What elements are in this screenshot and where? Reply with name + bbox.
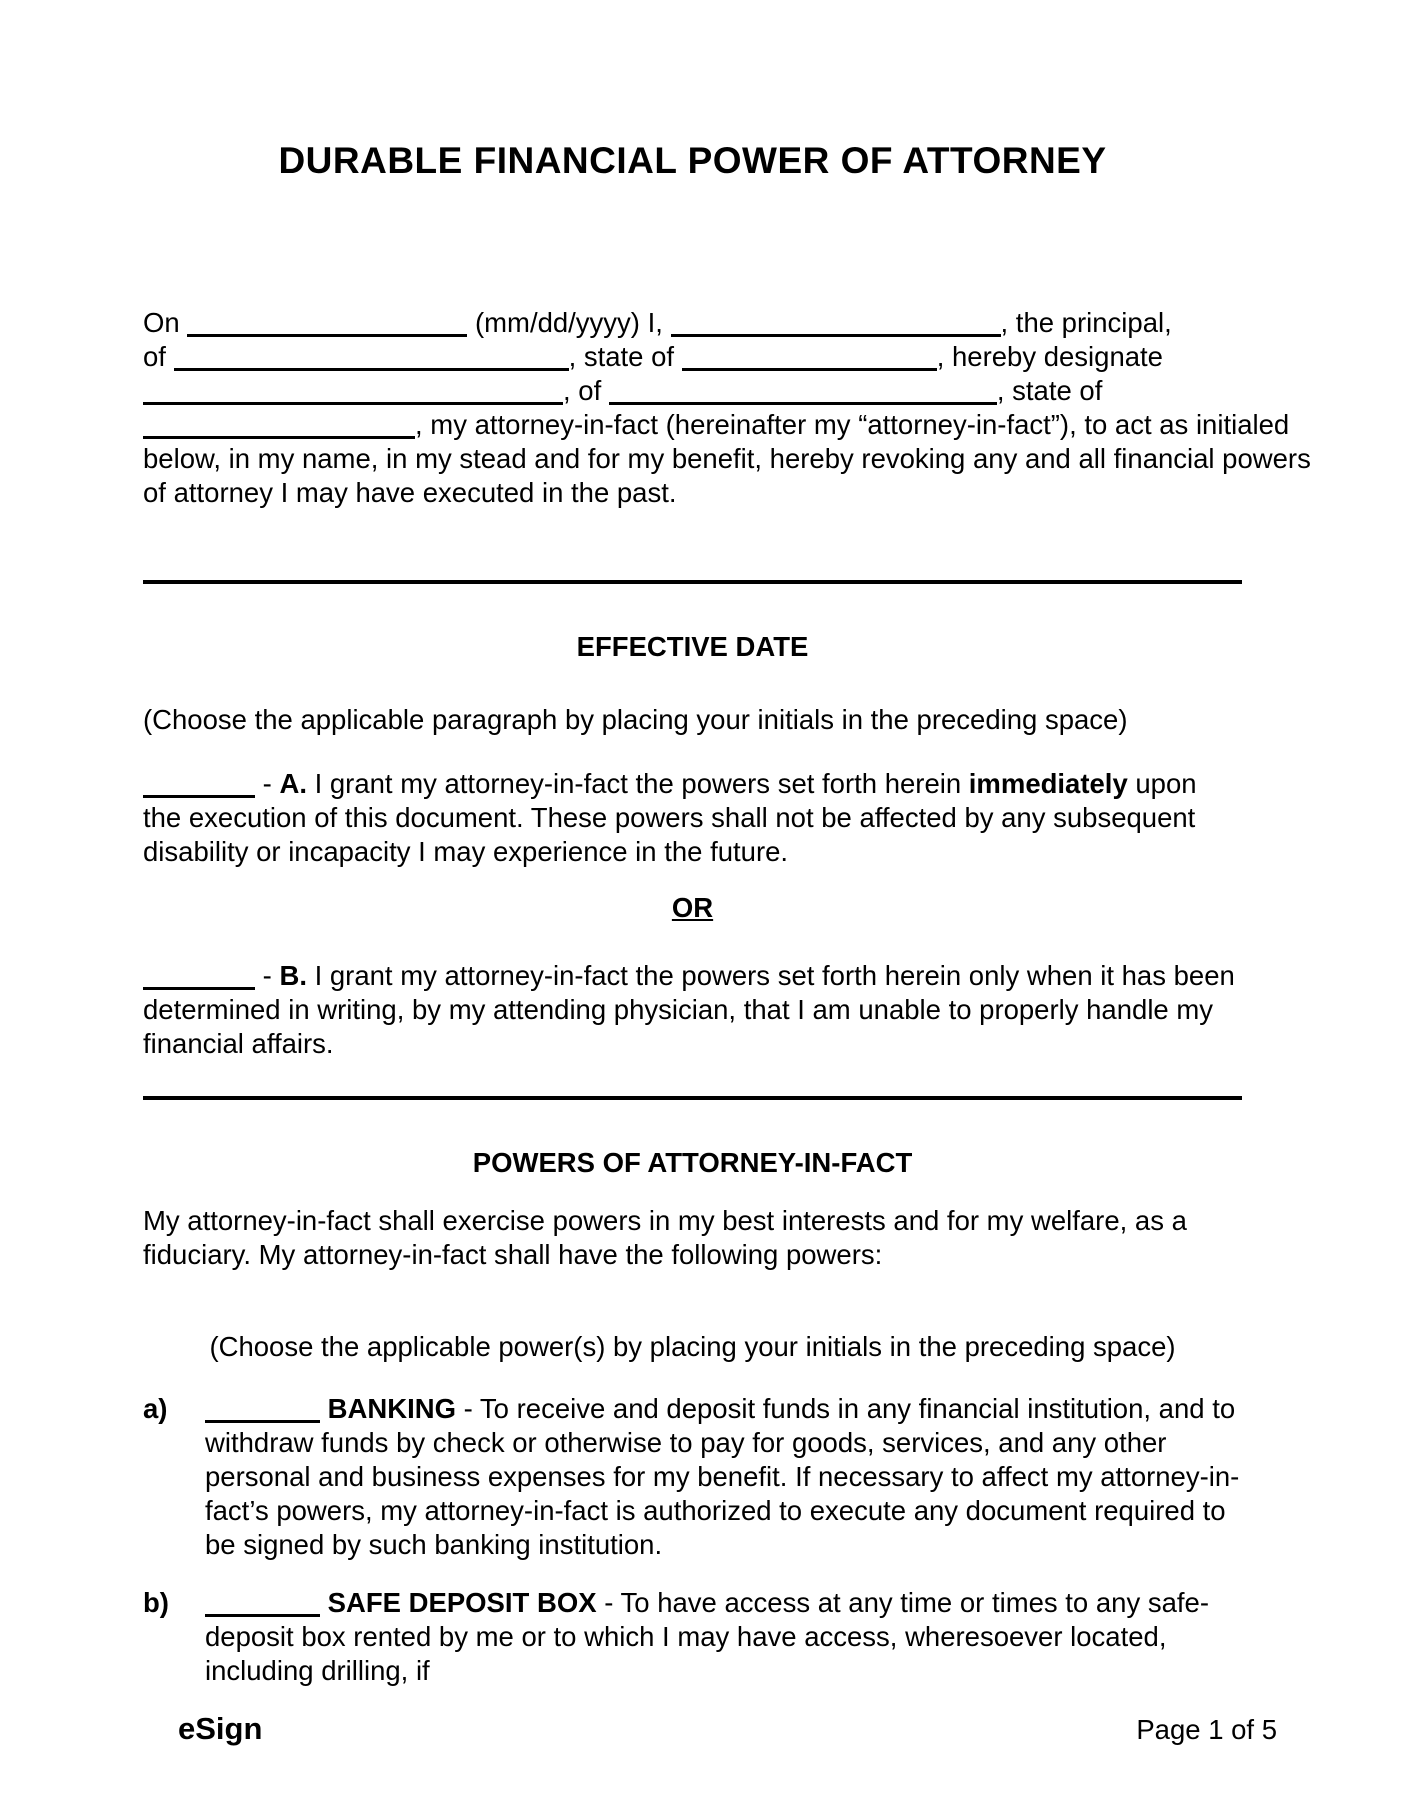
power-item-safe-deposit-box [143,1586,1242,1688]
fill-in-blank[interactable] [671,323,1001,337]
fill-in-blank[interactable] [143,784,255,798]
page-footer [0,1712,1402,1747]
or-separator: OR [671,892,714,923]
fill-in-blank[interactable] [205,1409,320,1423]
fill-in-blank[interactable] [205,1603,320,1617]
intro-paragraph [143,306,1311,510]
paragraph-line: of , state of , hereby designate [143,341,1163,372]
footer-brand: eSign [178,1711,263,1746]
item-label: a) [143,1393,168,1424]
power-item-banking [143,1392,1242,1562]
bold-text: BANKING [327,1393,456,1424]
bold-text: A. [279,768,307,799]
item-text: BANKING - To receive and deposit funds in any financial institution, and to withdraw funds by check or otherwise to pay for goods, services, and any other personal and business expenses for my benefit. If necessary to affect my attorney-in-fact’s powers, my attorney-in-fact is authorized to execute any document required to be signed by such banking institution. [205,1393,1240,1560]
fill-in-blank[interactable] [174,357,569,371]
powers-instruction: (Choose the applicable power(s) by placing your initials in the preceding space) [209,1331,1176,1362]
paragraph-line: below, in my name, in my stead and for my benefit, hereby revoking any and all financial powers [143,443,1311,474]
page-indicator: Page 1 of 5 [1136,1714,1277,1745]
option-a-paragraph: - A. I grant my attorney-in-fact the powers set forth herein immediately upon the execution of this document. These powers shall not be affected by any subsequent disability or incapacity I may experience in the future. [143,768,1197,867]
bold-text: immediately [968,768,1128,799]
fill-in-blank[interactable] [143,425,415,439]
bold-text: SAFE DEPOSIT BOX [327,1587,597,1618]
effective-date-instruction: (Choose the applicable paragraph by placing your initials in the preceding space) [143,704,1128,735]
paragraph-line: of attorney I may have executed in the past. [143,477,677,508]
paragraph-line: , my attorney-in-fact (hereinafter my “attorney-in-fact”), to act as initialed [143,408,1242,442]
section-divider [143,1096,1242,1100]
option-b-paragraph: - B. I grant my attorney-in-fact the powers set forth herein only when it has been determined in writing, by my attending physician, that I am unable to properly handle my financial affairs. [143,960,1235,1059]
bold-text: B. [279,960,307,991]
paragraph-line: On (mm/dd/yyyy) I, , the principal, [143,307,1172,338]
effective-date-heading: EFFECTIVE DATE [576,631,809,662]
section-divider [143,580,1242,584]
powers-intro-paragraph: My attorney-in-fact shall exercise powers in my best interests and for my welfare, as a fiduciary. My attorney-in-fact shall have the following powers: [143,1205,1187,1270]
page-title: DURABLE FINANCIAL POWER OF ATTORNEY [278,140,1107,181]
fill-in-blank[interactable] [682,357,937,371]
fill-in-blank[interactable] [609,391,997,405]
paragraph-line: , of , state of [143,374,1242,408]
powers-heading: POWERS OF ATTORNEY-IN-FACT [472,1147,913,1178]
fill-in-blank[interactable] [143,391,563,405]
item-text: SAFE DEPOSIT BOX - To have access at any time or times to any safe-deposit box rented by me or to which I may have access, wheresoever located, including drilling, if [205,1587,1209,1686]
item-label: b) [143,1587,169,1618]
fill-in-blank[interactable] [187,323,467,337]
fill-in-blank[interactable] [143,976,255,990]
